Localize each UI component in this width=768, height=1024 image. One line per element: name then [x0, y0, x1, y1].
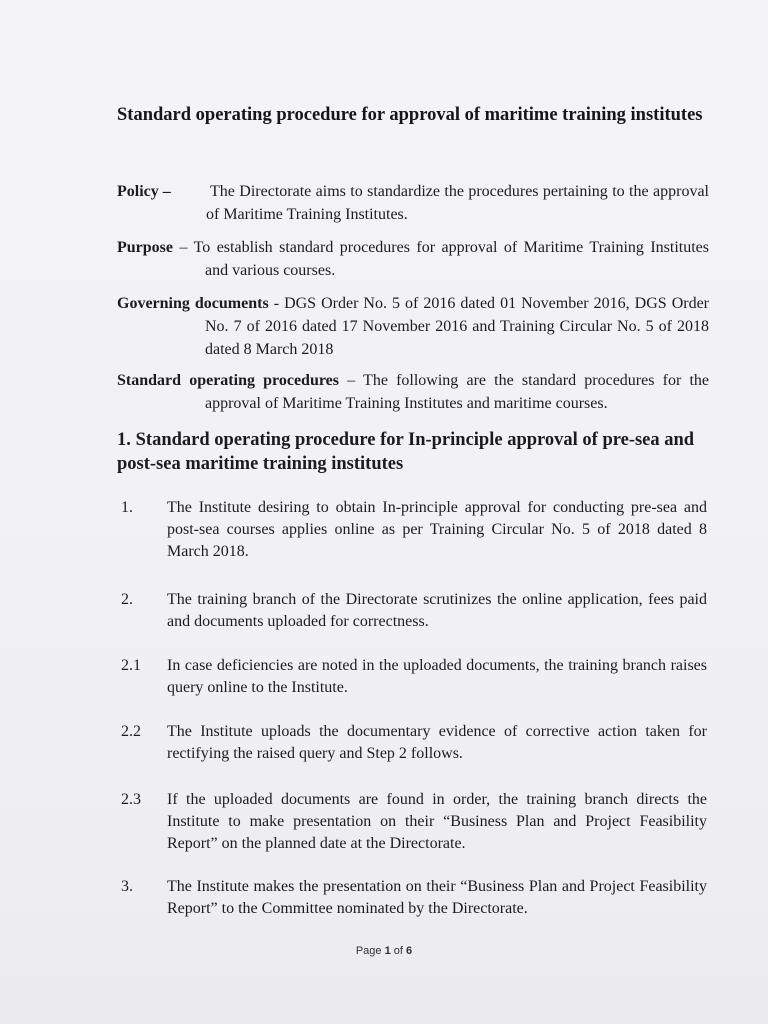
policy-text: The Directorate aims to standardize the procedures pertaining to the approval of Maritime Training Institutes.	[206, 183, 709, 223]
item-text: The Institute uploads the documentary evidence of corrective action taken for rectifying the raised query and Step 2 follows.	[167, 723, 707, 762]
purpose-text: – To establish standard procedures for approval of Maritime Training Institutes and various courses.	[173, 239, 709, 279]
policy-label: Policy –	[117, 183, 171, 200]
footer-page-mid: of	[390, 945, 407, 957]
purpose-label: Purpose	[117, 239, 173, 256]
footer-page-prefix: Page	[355, 945, 385, 957]
item-number: 2.2	[121, 723, 141, 740]
footer-page-total: 6	[406, 945, 413, 957]
purpose-paragraph	[117, 236, 709, 282]
governing-documents-text: - DGS Order No. 5 of 2016 dated 01 November 2016, DGS Order No. 7 of 2016 dated 17 November 2016 and Training Circular No. 5 of 2018 dated 8 March 2018	[205, 295, 710, 358]
governing-documents-paragraph	[117, 292, 709, 361]
item-text: In case deficiencies are noted in the uploaded documents, the training branch raises query online to the Institute.	[167, 657, 707, 696]
item-number: 2.1	[121, 657, 141, 674]
document-title: Standard operating procedure for approval of maritime training institutes	[117, 105, 703, 125]
footer-page-current: 1	[384, 945, 391, 957]
item-number: 2.	[121, 591, 133, 608]
governing-documents-label: Governing documents	[117, 295, 269, 312]
sop-paragraph	[117, 369, 709, 415]
section-1-heading	[117, 428, 709, 476]
item-text: If the uploaded documents are found in order, the training branch directs the Institute to make presentation on their “Business Plan and Project Feasibility Report” on the planned date at the Directorate.	[167, 791, 707, 852]
item-number: 1.	[121, 499, 133, 516]
item-text: The Institute desiring to obtain In-principle approval for conducting pre-sea and post-sea courses applies online as per Training Circular No. 5 of 2018 dated 8 March 2018.	[167, 499, 707, 560]
sop-text: – The following are the standard procedures for the approval of Maritime Training Institutes and maritime courses.	[205, 372, 709, 412]
item-text: The Institute makes the presentation on their “Business Plan and Project Feasibility Report” to the Committee nominated by the Directorate.	[167, 878, 707, 917]
page-footer	[0, 945, 768, 957]
item-number: 3.	[121, 878, 133, 895]
sop-label: Standard operating procedures	[117, 372, 339, 389]
item-text: The training branch of the Directorate scrutinizes the online application, fees paid and documents uploaded for correctness.	[167, 591, 707, 630]
item-number: 2.3	[121, 791, 141, 808]
section-1-title: Standard operating procedure for In-principle approval of pre-sea and post-sea maritime training institutes	[117, 430, 695, 474]
section-1-number: 1.	[117, 430, 131, 450]
